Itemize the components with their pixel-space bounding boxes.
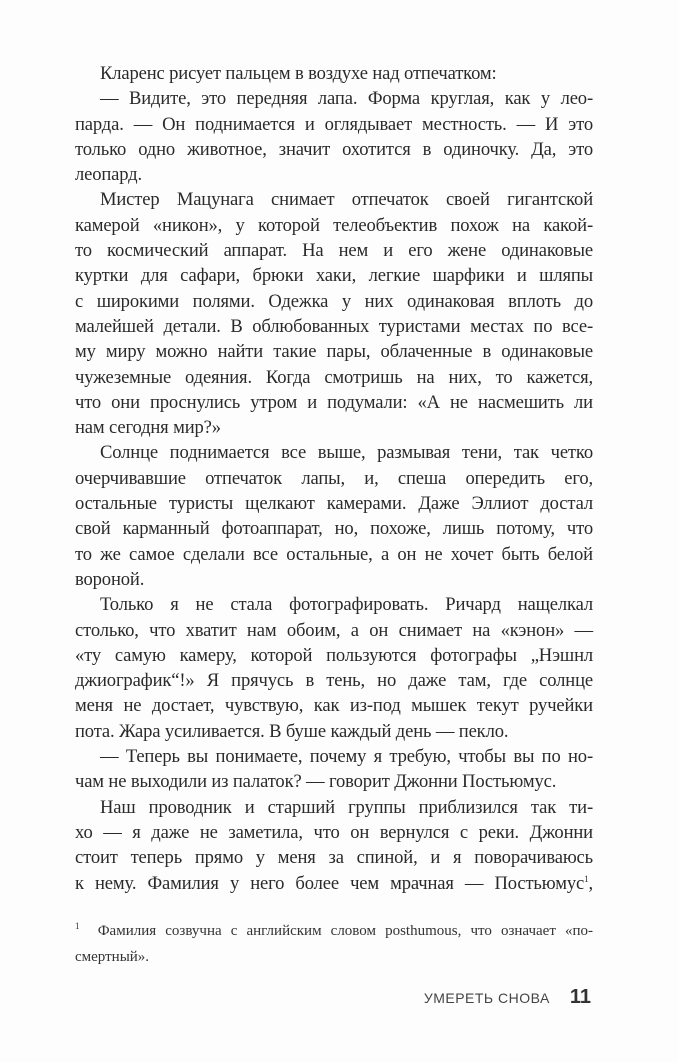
text-line: [75, 289, 593, 314]
text-line: [75, 137, 593, 162]
text-line-content: очерчивавшие отпечаток лапы, и, спеша опередить его,: [75, 467, 593, 489]
text-line: [75, 871, 593, 896]
text-line-content: Солнце поднимается все выше, размывая тени, так четко: [100, 442, 593, 464]
text-line-content: джиографик“!» Я прячусь в тень, но даже там, где солнце: [75, 670, 593, 692]
text-line: [75, 187, 593, 212]
text-line-content: свой карманный фотоаппарат, но, похоже, лишь потому, что: [75, 518, 593, 540]
text-line-content: малейшей детали. В облюбованных туристами местах по все-: [75, 315, 593, 337]
text-line-content: вороной.: [75, 568, 145, 590]
text-line-content: стоит теперь прямо у меня за спиной, и я поворачиваюсь: [75, 847, 593, 869]
text-line-content: к нему. Фамилия у него более чем мрачная — Постьюмус: [75, 872, 585, 894]
text-line-content: куртки для сафари, брюки хаки, легкие шарфики и шляпы: [75, 265, 593, 287]
text-line-content: столько, что хватит нам обоим, а он снимает на «кэнон» —: [75, 619, 593, 641]
text-line: [75, 415, 593, 440]
text-line-content: — Видите, это передняя лапа. Форма круглая, как у лео-: [100, 88, 593, 110]
text-line: [75, 769, 593, 794]
running-title: УМЕРЕТЬ СНОВА: [423, 990, 550, 1006]
body-text: [75, 61, 593, 896]
text-line-content: — Теперь вы понимаете, почему я требую, чтобы вы по но-: [100, 746, 593, 768]
text-line-content: леопард.: [75, 164, 142, 186]
text-line: [75, 820, 593, 845]
text-line-content: то же самое сделали все остальные, а он не хочет быть белой: [75, 543, 593, 565]
text-line-content: Только я не стала фотографировать. Ричард нащелкал: [100, 594, 593, 616]
text-line: [75, 592, 593, 617]
text-line: [75, 567, 593, 592]
text-line-content: с широкими полями. Одежка у них одинаковая вплоть до: [75, 290, 593, 312]
text-line-content: му миру можно найти такие пары, облаченные в одинаковые: [75, 341, 593, 363]
text-line-content: что они проснулись утром и подумали: «А не насмешить ли: [75, 391, 593, 413]
text-line: [75, 744, 593, 769]
text-line: [75, 795, 593, 820]
text-line: [75, 516, 593, 541]
text-line-content: Кларенс рисует пальцем в воздухе над отпечатком:: [100, 63, 497, 84]
text-line: [75, 86, 593, 111]
footnote-line: [75, 918, 593, 944]
footnote-marker: 1: [75, 921, 80, 931]
text-line-content: остальные туристы щелкают камерами. Даже Эллиот достал: [75, 493, 593, 515]
text-line: [75, 263, 593, 288]
text-line: [75, 693, 593, 718]
text-line-content: камерой «никон», у которой телеобъектив похож на какой-: [75, 214, 593, 236]
text-line: [75, 213, 593, 238]
text-line: [75, 618, 593, 643]
text-line-content: пота. Жара усиливается. В буше каждый день — пекло.: [75, 720, 509, 742]
text-line: [75, 668, 593, 693]
text-line-content: чужеземные одеяния. Когда смотришь на них, то кажется,: [75, 366, 593, 388]
text-line: [75, 491, 593, 516]
text-line: [75, 390, 593, 415]
trailing-punctuation: ,: [588, 872, 593, 894]
text-line: [75, 339, 593, 364]
text-line-content: парда. — Он поднимается и оглядывает местность. — И это: [75, 113, 593, 135]
page-number: 11: [569, 986, 591, 1008]
text-line: [75, 719, 593, 744]
footnote: [75, 918, 593, 970]
text-line-content: «ту самую камеру, которой пользуются фотографы „Нэшнл: [75, 644, 593, 666]
text-line: [75, 845, 593, 870]
footnote-line: смертный».: [75, 949, 150, 965]
text-line: [75, 61, 593, 86]
text-line: [75, 162, 593, 187]
text-line: [75, 112, 593, 137]
text-line: [75, 440, 593, 465]
text-line: [75, 238, 593, 263]
text-line: [75, 643, 593, 668]
text-line-content: нам сегодня мир?»: [75, 417, 221, 439]
text-line-content: только одно животное, значит охотится в одиночку. Да, это: [75, 138, 593, 160]
text-line-content: чам не выходили из палаток? — говорит Джонни Постьюмус.: [75, 771, 557, 793]
text-line-content: хо — я даже не заметила, что он вернулся с реки. Джонни: [75, 821, 593, 843]
text-line: [75, 466, 593, 491]
text-line: [75, 542, 593, 567]
footnote-text: Фамилия созвучна с английским словом posthumous, что означает «по-: [97, 923, 594, 939]
text-line-content: Мистер Мацунага снимает отпечаток своей гигантской: [100, 189, 593, 211]
text-line-content: меня не достает, чувствую, как из-под мышек текут ручейки: [75, 695, 593, 717]
text-line: [75, 314, 593, 339]
footnote-reference: 1: [584, 873, 589, 884]
text-line-content: Наш проводник и старший группы приблизился так ти-: [100, 796, 593, 818]
text-line-content: то космический аппарат. На нем и его жене одинаковые: [75, 240, 593, 262]
text-line: [75, 365, 593, 390]
running-footer: [424, 986, 591, 1009]
